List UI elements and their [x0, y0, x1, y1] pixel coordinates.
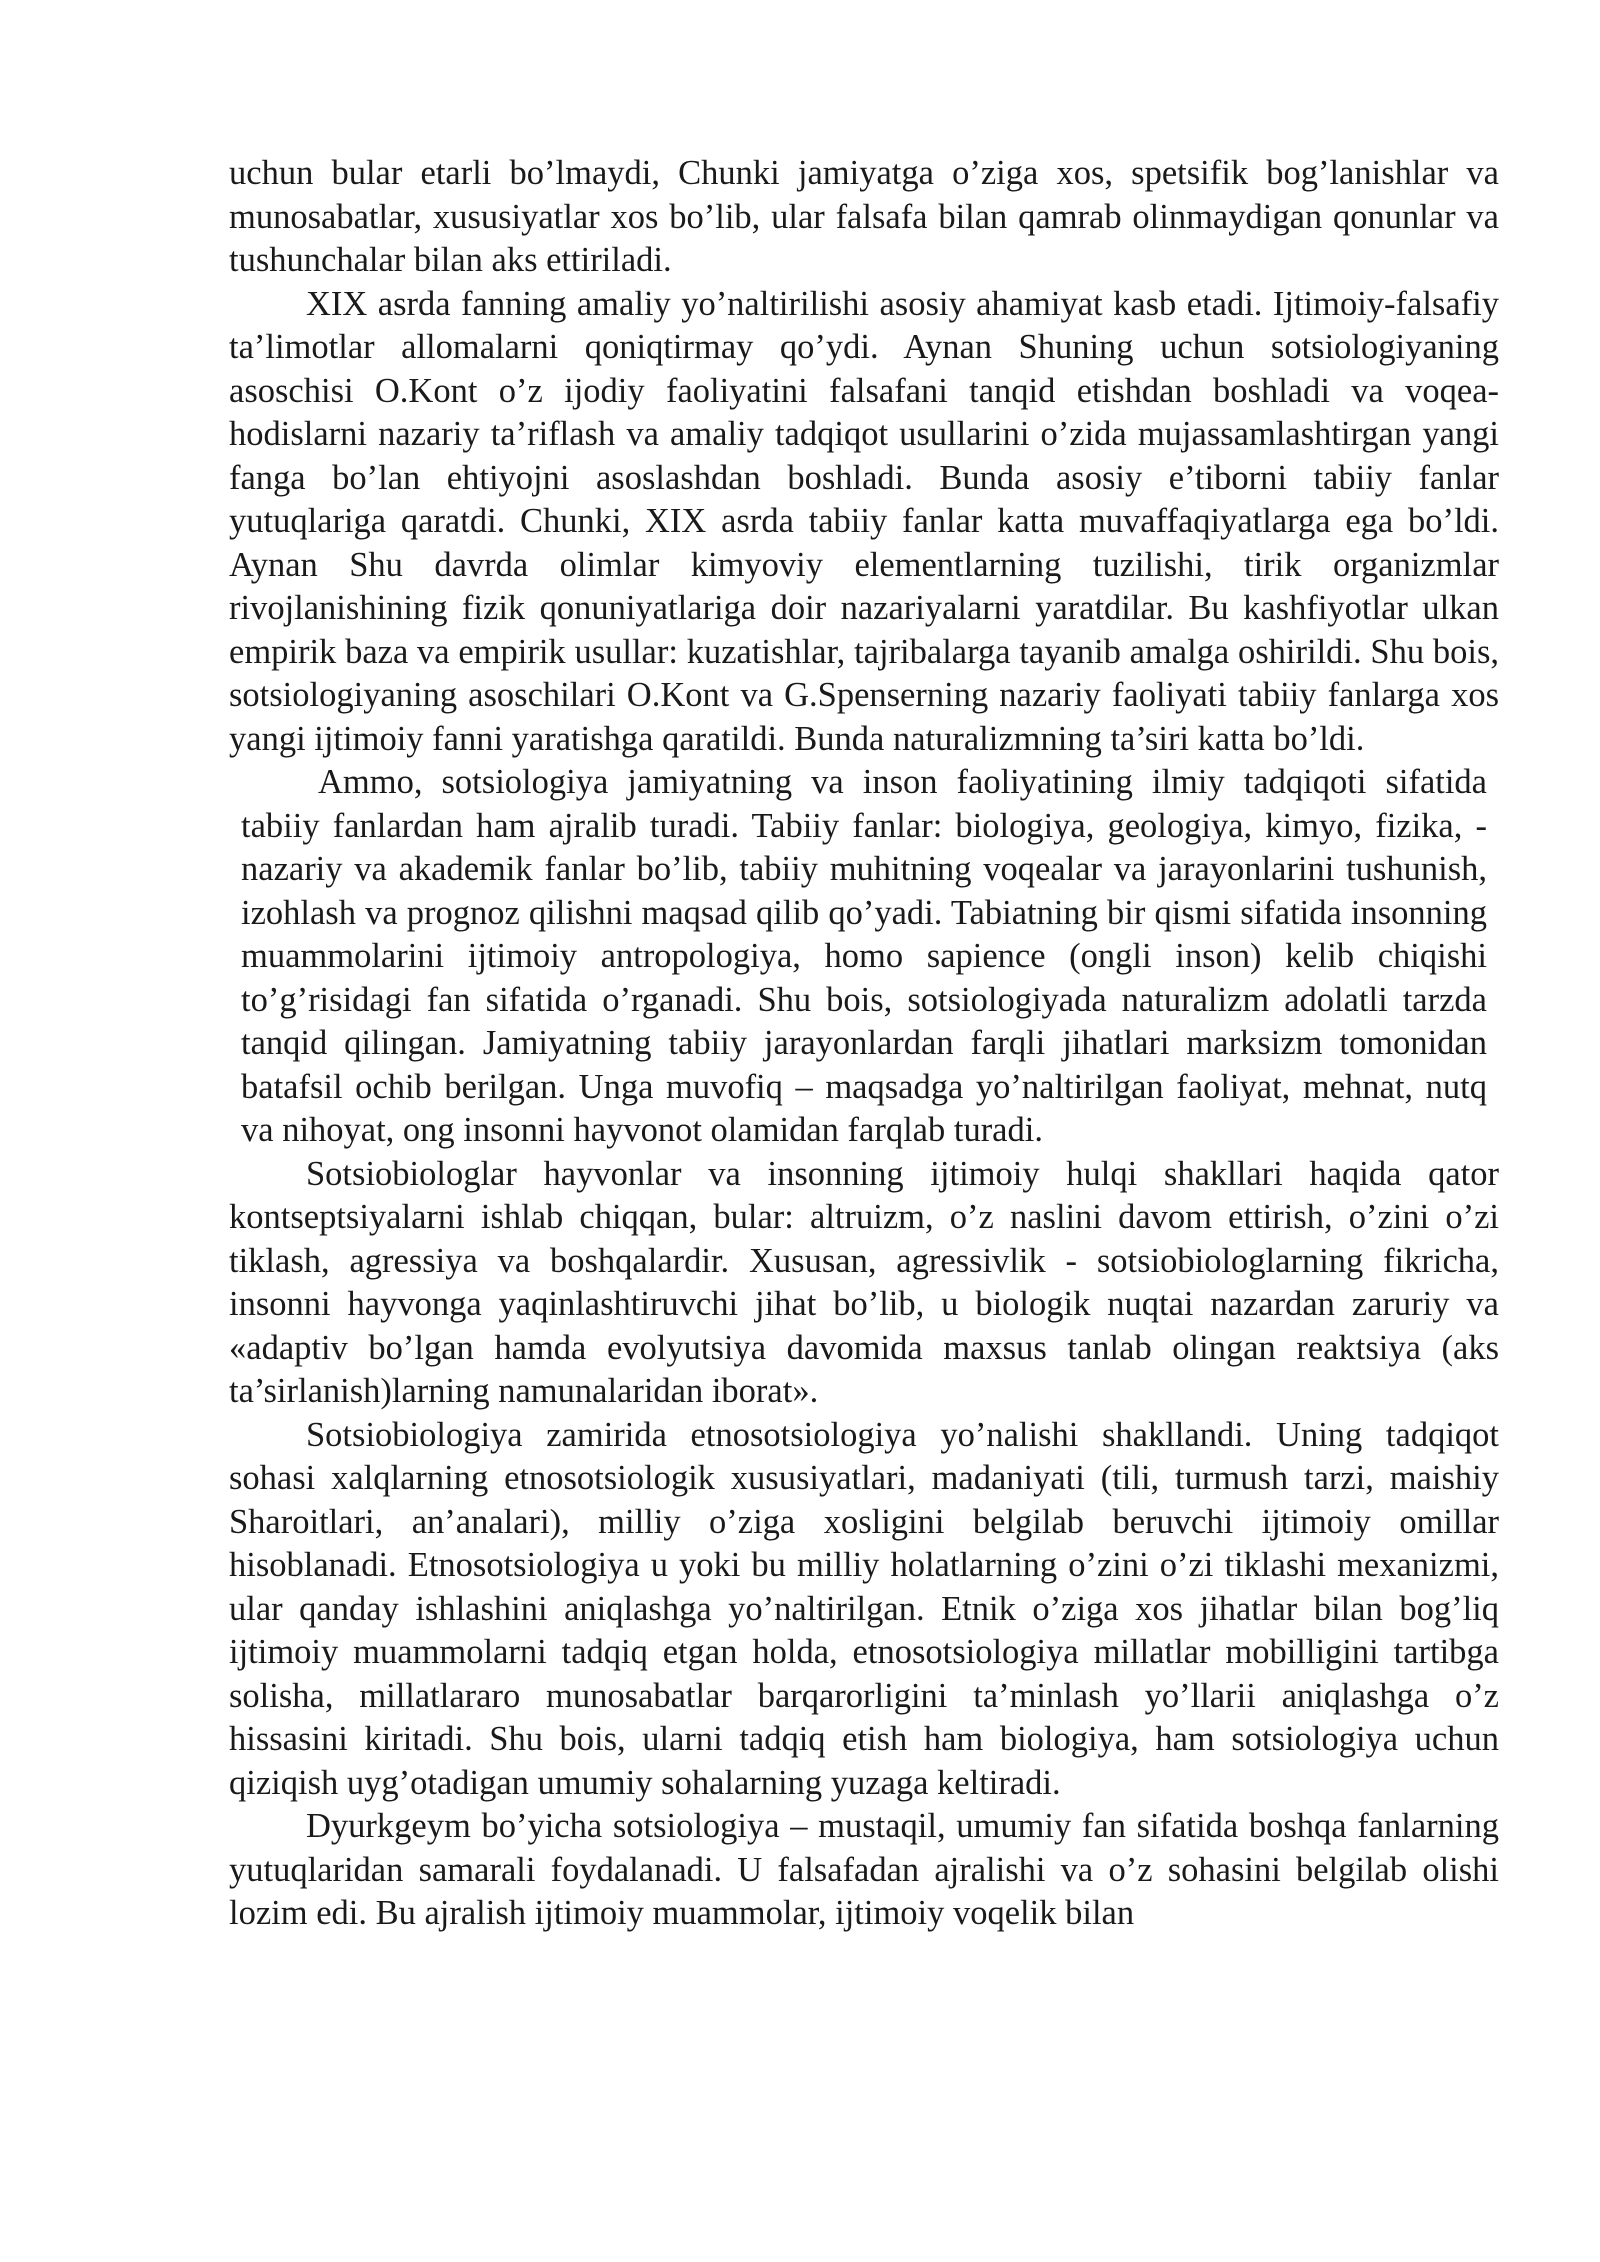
paragraph-natural-sciences: Ammo, sotsiologiya jamiyatning va inson faoliyatining ilmiy tadqiqoti sifatida tabiiy fanlardan ham ajralib turadi. Tabiiy fanlar: biologiya, geologiya, kimyo, fizika, - nazariy va akademik fanlar bo’lib, tabiiy muhitning voqealar va jarayonlarini tushunish, izohlash va prognoz qilishni maqsad qilib qo’yadi. Tabiatning bir qismi sifatida insonning muammolarini ijtimoiy antropologiya, homo sapience (ongli inson) kelib chiqishi to’g’risidagi fan sifatida o’rganadi. Shu bois, sotsiologiyada naturalizm adolatli tarzda tanqid qilingan. Jamiyatning tabiiy jarayonlardan farqli jihatlari marksizm tomonidan batafsil ochib berilgan. Unga muvofiq – maqsadga yo’naltirilgan faoliyat, mehnat, nutq va nihoyat, ong insonni hayvonot olamidan farqlab turadi.: [241, 763, 1487, 1149]
paragraph-continuation: uchun bular etarli bo’lmaydi, Chunki jamiyatga o’ziga xos, spetsifik bog’lanishlar va munosabatlar, xususiyatlar xos bo’lib, ular falsafa bilan qamrab olinmaydigan qonunlar va tushunchalar bilan aks ettiriladi.: [229, 154, 1499, 279]
document-page: [229, 152, 1499, 1936]
paragraph-durkheim: Dyurkgeym bo’yicha sotsiologiya – mustaqil, umumiy fan sifatida boshqa fanlarning yutuqlaridan samarali foydalanadi. U falsafadan ajralishi va o’z sohasini belgilab olishi lozim edi. Bu ajralish ijtimoiy muammolar, ijtimoiy voqelik bilan: [229, 1807, 1499, 1932]
paragraph-sociobiologists: Sotsiobiologlar hayvonlar va insonning ijtimoiy hulqi shakllari haqida qator kontseptsiyalarni ishlab chiqqan, bular: altruizm, o’z naslini davom ettirish, o’zini o’zi tiklash, agressiya va boshqalardir. Xususan, agressivlik - sotsiobiologlarning fikricha, insonni hayvonga yaqinlashtiruvchi jihat bo’lib, u biologik nuqtai nazardan zaruriy va «adaptiv bo’lgan hamda evolyutsiya davomida maxsus tanlab olingan reaktsiya (aks ta’sirlanish)larning namunalaridan iborat».: [229, 1154, 1499, 1410]
paragraph-xix-century: XIX asrda fanning amaliy yo’naltirilishi asosiy ahamiyat kasb etadi. Ijtimoiy-falsafiy ta’limotlar allomalarni qoniqtirmay qo’ydi. Aynan Shuning uchun sotsiologiyaning asoschisi O.Kont o’z ijodiy faoliyatini falsafani tanqid etishdan boshladi va voqea-hodislarni nazariy ta’riflash va amaliy tadqiqot usullarini o’zida mujassamlashtirgan yangi fanga bo’lan ehtiyojni asoslashdan boshladi. Bunda asosiy e’tiborni tabiiy fanlar yutuqlariga qaratdi. Chunki, XIX asrda tabiiy fanlar katta muvaffaqiyatlarga ega bo’ldi. Aynan Shu davrda olimlar kimyoviy elementlarning tuzilishi, tirik organizmlar rivojlanishining fizik qonuniyatlariga doir nazariyalarni yaratdilar. Bu kashfiyotlar ulkan empirik baza va empirik usullar: kuzatishlar, tajribalarga tayanib amalga oshirildi. Shu bois, sotsiologiyaning asoschilari O.Kont va G.Spenserning nazariy faoliyati tabiiy fanlarga xos yangi ijtimoiy fanni yaratishga qaratildi. Bunda naturalizmning ta’siri katta bo’ldi.: [229, 284, 1499, 758]
paragraph-ethnosociology: Sotsiobiologiya zamirida etnosotsiologiya yo’nalishi shakllandi. Uning tadqiqot sohasi xalqlarning etnosotsiologik xususiyatlari, madaniyati (tili, turmush tarzi, maishiy Sharoitlari, an’analari), milliy o’ziga xosligini belgilab beruvchi ijtimoiy omillar hisoblanadi. Etnosotsiologiya u yoki bu milliy holatlarning o’zini o’zi tiklashi mexanizmi, ular qanday ishlashini aniqlashga yo’naltirilgan. Etnik o’ziga xos jihatlar bilan bog’liq ijtimoiy muammolarni tadqiq etgan holda, etnosotsiologiya millatlar mobilligini tartibga solisha, millatlararo munosabatlar barqarorligini ta’minlash yo’llarii aniqlashga o’z hissasini kiritadi. Shu bois, ularni tadqiq etish ham biologiya, ham sotsiologiya uchun qiziqish uyg’otadigan umumiy sohalarning yuzaga keltiradi.: [229, 1415, 1499, 1802]
